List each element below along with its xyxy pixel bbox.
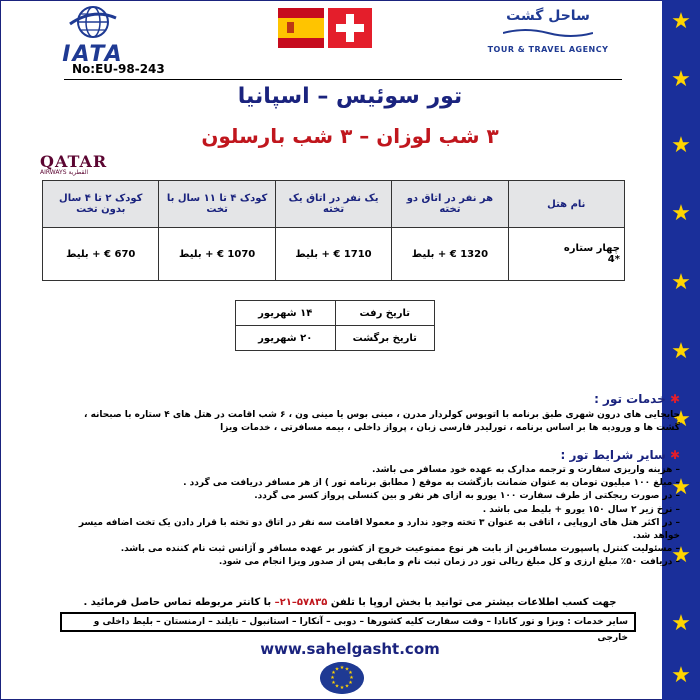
airline-name: QATAR <box>40 152 108 171</box>
header-child-bed: کودک ۴ تا ۱۱ سال با تخت <box>159 181 275 228</box>
contact-phone[interactable]: ۵۷۸۳۵–۲۱– <box>274 597 328 608</box>
hotel-cell <box>508 228 624 281</box>
star-icon: ★ <box>671 133 691 158</box>
services-heading <box>60 392 680 406</box>
list-item: – در اکثر هتل های اروپایی ، اتاقی به عنوان ۳ تخته وجود ندارد و معمولا اقامت سه نفر در اتاق دو تخته با قرار دادن یک تخت اضافه میسر خواهد شد. <box>78 517 680 542</box>
list-item: – مسئولیت کنترل پاسپورت مسافرین از بابت هر نوع ممنوعیت خروج از کشور بر عهده مسافر و آژانس ثبت نام کننده می باشد. <box>120 544 680 555</box>
header-single: یک نفر در اتاق یک تخته <box>275 181 391 228</box>
star-icon: ★ <box>671 201 691 226</box>
star-icon: ★ <box>671 543 691 568</box>
list-item: – مبلغ ۱۰۰ میلیون تومان به عنوان ضمانت بازگشت به موقع ( مطابق برنامه تور ) از هر مسافر دریافت می گردد . <box>183 478 680 489</box>
star-icon: ★ <box>671 339 691 364</box>
spain-flag-icon <box>278 8 324 48</box>
price-table-header-row <box>43 181 625 228</box>
list-item: جابجایی های درون شهری طبق برنامه با اتوبوس کولردار مدرن ، مینی بوس یا مینی ون ، ۶ شب اقامت در هتل های ۴ ستاره با صبحانه ، <box>84 410 680 420</box>
svg-text:★: ★ <box>334 666 340 673</box>
iata-logo <box>48 4 138 67</box>
agency-logo <box>478 8 618 58</box>
table-row <box>43 228 625 281</box>
star-icon: ★ <box>671 9 691 34</box>
qatar-airways-logo <box>40 152 112 182</box>
svg-text:★: ★ <box>348 680 353 686</box>
header-hotel: نام هتل <box>508 181 624 228</box>
hotel-name: چهار ستاره <box>563 243 620 254</box>
header-double: هر نفر در اتاق دو تخته <box>392 181 508 228</box>
conditions-section <box>60 448 680 570</box>
services-body <box>60 409 680 435</box>
return-value: ۲۰ شهریور <box>236 326 336 351</box>
contact-line <box>0 597 700 608</box>
svg-text:★: ★ <box>339 665 345 671</box>
star-icon: ★ <box>671 270 691 295</box>
conditions-heading <box>60 448 680 462</box>
depart-label: تاریخ رفت <box>335 301 435 326</box>
list-item: – در صورت ریجکتی از طرف سفارت ۱۰۰ یورو به ازای هر نفر و بین کنسلی پرواز کسر می گردد. <box>254 491 680 502</box>
star-icon: ★ <box>671 67 691 92</box>
return-label: تاریخ برگشت <box>335 326 435 351</box>
airline-subtitle: AIRWAYS القطرية <box>40 169 89 176</box>
list-item: – نرخ زیر ۲ سال ۱۵۰ یورو + بلیط می باشد . <box>482 504 680 515</box>
conditions-body <box>60 464 680 570</box>
star-icon: ★ <box>671 611 691 636</box>
svg-text:★: ★ <box>331 680 336 686</box>
price-child-nobed: 670 € + بلیط <box>43 228 159 281</box>
svg-text:★: ★ <box>349 675 354 681</box>
page-title: تور سوئیس – اسپانیا <box>237 84 463 109</box>
asterisk-icon: ✱ <box>669 392 680 406</box>
list-item: – دریافت ۵۰٪ مبلغ ارزی و کل مبلغ ریالی تور در زمان ثبت نام و مابقی پس از صدور ویزا انجام می شود. <box>218 557 680 568</box>
eu-flag-icon <box>320 662 364 694</box>
price-child-bed: 1070 € + بلیط <box>159 228 275 281</box>
services-heading-text: خدمات تور : <box>594 392 666 406</box>
svg-text:★: ★ <box>344 683 350 690</box>
star-icon: ★ <box>671 407 691 432</box>
services-section <box>60 392 680 435</box>
svg-text:★: ★ <box>330 675 335 681</box>
list-item: – هزینه واریزی سفارت و ترجمه مدارک به عهده خود مسافر می باشد. <box>372 465 680 475</box>
depart-value: ۱۴ شهریور <box>236 301 336 326</box>
wave-icon <box>503 27 593 39</box>
iata-text: IATA <box>62 42 124 67</box>
svg-text:★: ★ <box>331 670 336 676</box>
website-link[interactable]: www.sahelgasht.com <box>260 640 440 658</box>
svg-text:★: ★ <box>344 666 350 673</box>
asterisk-icon: ✱ <box>669 448 680 462</box>
agency-name: ساحل گشت <box>506 8 590 24</box>
page-subtitle: ۳ شب لوزان – ۳ شب بارسلون <box>201 124 499 148</box>
table-row <box>236 301 435 326</box>
svg-text:★: ★ <box>339 685 345 691</box>
other-services-box: سایر خدمات : ویزا و تور کانادا – وقت سفارت کلیه کشورها – دوبی – آنکارا – استانبول – تایلند – ارمنستان – بلیط داخلی و خارجی <box>60 612 636 632</box>
list-item: گشت ها و ورودیه ها بر اساس برنامه ، تورلیدر فارسی زبان ، پرواز داخلی ، بیمه مسافرتی ، خدمات ویزا <box>220 423 680 433</box>
price-table <box>42 180 625 281</box>
svg-text:★: ★ <box>334 683 340 690</box>
conditions-heading-text: سایر شرایط تور : <box>560 448 666 462</box>
svg-text:★: ★ <box>348 670 353 676</box>
table-row <box>236 326 435 351</box>
hotel-stars: *4 <box>607 254 620 265</box>
tour-number: No:EU-98-243 <box>72 62 165 76</box>
price-single: 1710 € + بلیط <box>275 228 391 281</box>
swiss-flag-icon <box>328 8 372 48</box>
globe-icon <box>68 4 118 40</box>
agency-subtitle: TOUR & TRAVEL AGENCY <box>487 45 609 54</box>
header-child-nobed: کودک ۲ تا ۴ سال بدون تخت <box>43 181 159 228</box>
contact-text-before: جهت کسب اطلاعات بیشتر می توانید با بخش اروپا با تلفن <box>330 597 617 608</box>
star-icon: ★ <box>671 663 691 688</box>
contact-text-after: با کانتر مربوطه تماس حاصل فرمائید . <box>83 597 272 608</box>
price-double: 1320 € + بلیط <box>392 228 508 281</box>
star-icon: ★ <box>671 475 691 500</box>
header-divider <box>64 79 622 80</box>
dates-table <box>235 300 435 351</box>
